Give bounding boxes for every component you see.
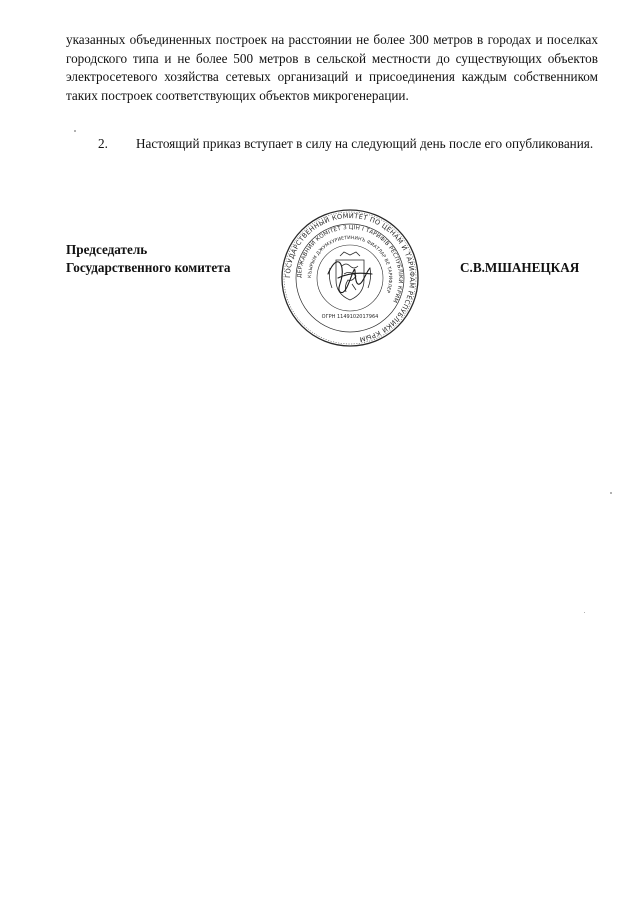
scan-speck (74, 130, 76, 132)
signatory-name: С.В.МШАНЕЦКАЯ (460, 260, 580, 275)
official-seal-icon (280, 208, 420, 348)
item-text: Настоящий приказ вступает в силу на следующий день после его опубликования. (136, 136, 594, 151)
paragraph-item-2 (66, 135, 598, 154)
seal-mid-text: ДЕРЖАВНИЙ КОМІТЕТ З ЦІН І ТАРИФІВ РЕСПУБЛІКИ КРИМ (296, 224, 404, 304)
signatory-title (66, 241, 230, 277)
seal-ogrn-text: ОГРН 1149102017964 (321, 314, 379, 320)
coat-of-arms-icon (329, 252, 370, 300)
scan-speck (610, 492, 612, 494)
scan-speck (584, 612, 585, 613)
item-number: 2. (98, 136, 108, 151)
paragraph-continued: указанных объединенных построек на расстоянии не более 300 метров в городах и поселках городского типа и не более 500 метров в сельской местности до существующих объектов электросетевого хозяйства сетевых организаций и присоединения каждым собственником таких построек соответствующих объектов микрогенерации. (66, 32, 598, 103)
signatory-title-line2: Государственного комитета (66, 260, 231, 275)
seal-inner-text: КЪЫРЫМ ДЖУМХУРИЕТИНИНЪ ФИАТЛАР ВЕ ТАРИФЛЕР (307, 235, 393, 294)
seal-outer-text: ГОСУДАРСТВЕННЫЙ КОМИТЕТ ПО ЦЕНАМ И ТАРИФАМ РЕСПУБЛИКИ КРЫМ (283, 211, 417, 344)
signatory-title-line1: Председатель (66, 242, 148, 257)
